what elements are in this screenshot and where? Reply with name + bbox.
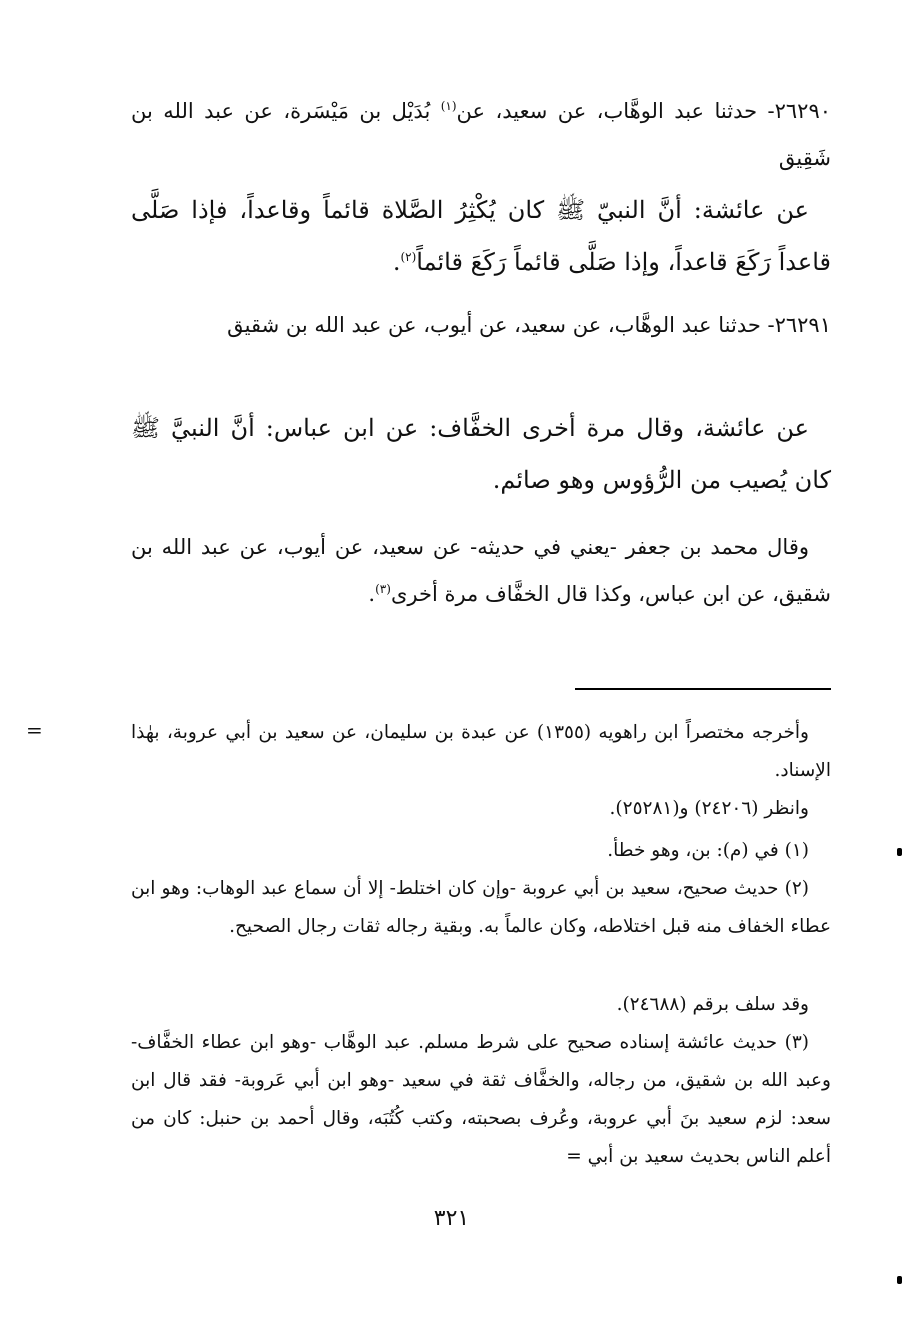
footnote-1: (١) في (م): بن، وهو خطأ. <box>607 840 809 861</box>
footnote-3: (٣) حديث عائشة إسناده صحيح على شرط مسلم. عبد الوهَّاب -وهو ابن عطاء الخفَّاف- وعبد الله بن شقيق، من رجاله، والخفَّاف ثقة في سعيد -وهو ابن أبي عَروبة- فقد قال ابن سعد: لزم سعيد بنَ أبي عروبة، وعُرف بصحبته، وكتب كُتُبَه، وقال أحمد بن حنبل: كان من أعلم الناس بحديث سعيد بن أبي = <box>131 1032 831 1167</box>
footnote-ref-2[interactable]: (٢) <box>400 250 417 264</box>
footnote-2: (٢) حديث صحيح، سعيد بن أبي عروبة -وإن كان اختلط- إلا أن سماع عبد الوهاب: وهو ابن عطاء الخفاف منه قبل اختلاطه، وكان عالماً به. وبقية رجاله ثقات رجال الصحيح. <box>131 878 831 937</box>
footnote-ref-1[interactable]: (١) <box>440 99 457 113</box>
hadith-26291-matn: عن عائشة، وقال مرة أخرى الخفَّاف: عن ابن عباس: أنَّ النبيَّ ﷺ كان يُصيب من الرُّؤوس وهو صائم. <box>131 414 831 494</box>
hadith-26290-isnad <box>131 88 831 182</box>
matn-text: عن عائشة: أنَّ النبيّ ﷺ كان يُكْثِرُ الصَّلاة قائماً وقاعداً، فإذا صَلَّى قاعداً رَكَعَ قاعداً، وإذا صَلَّى قائماً رَكَعَ قائماً <box>131 196 831 276</box>
footnote-continued: وأخرجه مختصراً ابن راهويه (١٣٥٥) عن عبدة بن سليمان، عن سعيد بن أبي عروبة، بهٰذا الإسناد. <box>131 722 831 781</box>
addendum-end: . <box>368 582 376 606</box>
isnad-text: ٢٦٢٩٠- حدثنا عبد الوهَّاب، عن سعيد، عن <box>456 99 832 123</box>
scan-speck <box>897 1276 902 1284</box>
hadith-26291-isnad: ٢٦٢٩١- حدثنا عبد الوهَّاب، عن سعيد، عن أيوب، عن عبد الله بن شقيق <box>227 313 831 337</box>
hadith-26290-matn <box>131 184 831 288</box>
hadith-26291-addendum <box>131 524 831 618</box>
continuation-marker: = <box>26 718 43 742</box>
footnote-ref-3[interactable]: (٣) <box>375 582 391 596</box>
footnote-2-see: وقد سلف برقم (٢٤٦٨٨). <box>616 994 809 1015</box>
page-number: ٣٢١ <box>433 1206 470 1231</box>
isnad-text-cont: بُدَيْل بن مَيْسَرة، عن عبد الله بن شَقِيق <box>131 99 831 170</box>
footnote-continued-see: وانظر (٢٤٢٠٦) و(٢٥٢٨١). <box>609 798 809 819</box>
footnote-separator <box>575 688 831 690</box>
scan-speck <box>897 848 902 856</box>
addendum-text: وقال محمد بن جعفر -يعني في حديثه- عن سعيد، عن أيوب، عن عبد الله بن شقيق، عن ابن عباس، وكذا قال الخفَّاف مرة أخرى <box>131 535 831 606</box>
matn-end: . <box>392 248 401 276</box>
